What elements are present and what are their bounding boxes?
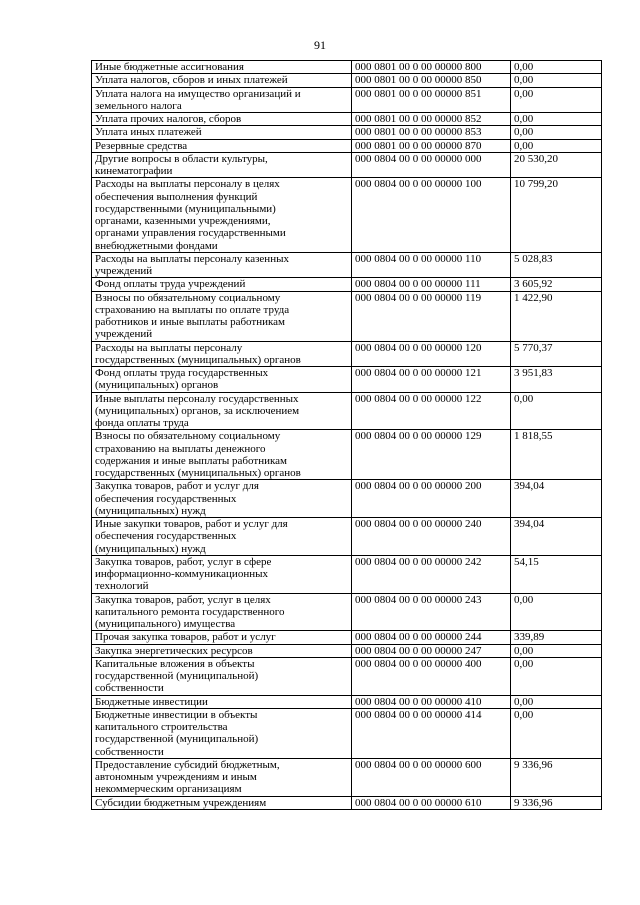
table-row — [92, 695, 602, 708]
budget-code-cell: 000 0804 00 0 00 00000 244 — [352, 631, 511, 644]
table-row — [92, 278, 602, 291]
table-row — [92, 593, 602, 631]
table-row — [92, 252, 602, 278]
table-row — [92, 291, 602, 341]
budget-code-cell: 000 0804 00 0 00 00000 200 — [352, 480, 511, 518]
budget-code-cell: 000 0804 00 0 00 00000 122 — [352, 392, 511, 430]
budget-code-cell: 000 0804 00 0 00 00000 600 — [352, 758, 511, 796]
budget-table — [91, 60, 602, 810]
expense-name-cell: Фонд оплаты труда государственных (муниципальных) органов — [92, 367, 352, 393]
expense-name-cell: Иные закупки товаров, работ и услуг для обеспечения государственных (муниципальных) нужд — [92, 518, 352, 556]
table-row — [92, 758, 602, 796]
expense-name-cell: Резервные средства — [92, 139, 352, 152]
expense-name-cell: Расходы на выплаты персоналу казенных учреждений — [92, 252, 352, 278]
amount-cell: 1 422,90 — [511, 291, 602, 341]
amount-cell: 9 336,96 — [511, 758, 602, 796]
expense-name-cell: Расходы на выплаты персоналу в целях обеспечения выполнения функций государственными (муниципальными) органами, казенными учреждениями, органами управления государственными внебюджетными фондами — [92, 178, 352, 253]
expense-name-cell: Закупка товаров, работ и услуг для обеспечения государственных (муниципальных) нужд — [92, 480, 352, 518]
amount-cell: 0,00 — [511, 593, 602, 631]
expense-name-cell: Иные бюджетные ассигнования — [92, 61, 352, 74]
budget-code-cell: 000 0801 00 0 00 00000 851 — [352, 87, 511, 113]
budget-code-cell: 000 0804 00 0 00 00000 110 — [352, 252, 511, 278]
amount-cell: 1 818,55 — [511, 430, 602, 480]
budget-code-cell: 000 0804 00 0 00 00000 243 — [352, 593, 511, 631]
budget-code-cell: 000 0804 00 0 00 00000 121 — [352, 367, 511, 393]
budget-code-cell: 000 0804 00 0 00 00000 247 — [352, 644, 511, 657]
table-row — [92, 178, 602, 253]
page-number: 91 — [314, 38, 326, 52]
expense-name-cell: Уплата налога на имущество организаций и земельного налога — [92, 87, 352, 113]
expense-name-cell: Расходы на выплаты персоналу государственных (муниципальных) органов — [92, 341, 352, 367]
amount-cell: 0,00 — [511, 708, 602, 758]
budget-code-cell: 000 0804 00 0 00 00000 240 — [352, 518, 511, 556]
budget-code-cell: 000 0801 00 0 00 00000 850 — [352, 74, 511, 87]
table-row — [92, 631, 602, 644]
amount-cell: 5 028,83 — [511, 252, 602, 278]
table-row — [92, 61, 602, 74]
amount-cell: 10 799,20 — [511, 178, 602, 253]
expense-name-cell: Фонд оплаты труда учреждений — [92, 278, 352, 291]
table-row — [92, 113, 602, 126]
expense-name-cell: Закупка товаров, работ, услуг в сфере информационно-коммуникационных технологий — [92, 555, 352, 593]
expense-name-cell: Бюджетные инвестиции в объекты капитального строительства государственной (муниципальной) собственности — [92, 708, 352, 758]
expense-name-cell: Прочая закупка товаров, работ и услуг — [92, 631, 352, 644]
budget-code-cell: 000 0804 00 0 00 00000 242 — [352, 555, 511, 593]
budget-code-cell: 000 0804 00 0 00 00000 120 — [352, 341, 511, 367]
budget-code-cell: 000 0801 00 0 00 00000 870 — [352, 139, 511, 152]
budget-code-cell: 000 0801 00 0 00 00000 852 — [352, 113, 511, 126]
expense-name-cell: Другие вопросы в области культуры, кинематографии — [92, 152, 352, 178]
table-row — [92, 126, 602, 139]
expense-name-cell: Субсидии бюджетным учреждениям — [92, 796, 352, 809]
budget-code-cell: 000 0804 00 0 00 00000 410 — [352, 695, 511, 708]
amount-cell: 0,00 — [511, 74, 602, 87]
amount-cell: 5 770,37 — [511, 341, 602, 367]
amount-cell: 0,00 — [511, 392, 602, 430]
amount-cell: 0,00 — [511, 113, 602, 126]
expense-name-cell: Уплата прочих налогов, сборов — [92, 113, 352, 126]
amount-cell: 0,00 — [511, 61, 602, 74]
amount-cell: 9 336,96 — [511, 796, 602, 809]
expense-name-cell: Взносы по обязательному социальному страхованию на выплаты денежного содержания и иные выплаты работникам государственных (муниципальных) органов — [92, 430, 352, 480]
expense-name-cell: Уплата налогов, сборов и иных платежей — [92, 74, 352, 87]
amount-cell: 3 605,92 — [511, 278, 602, 291]
table-row — [92, 518, 602, 556]
table-row — [92, 152, 602, 178]
table-row — [92, 430, 602, 480]
table-row — [92, 74, 602, 87]
amount-cell: 394,04 — [511, 518, 602, 556]
budget-code-cell: 000 0804 00 0 00 00000 111 — [352, 278, 511, 291]
expense-name-cell: Иные выплаты персоналу государственных (муниципальных) органов, за исключением фонда оплаты труда — [92, 392, 352, 430]
table-row — [92, 367, 602, 393]
amount-cell: 0,00 — [511, 139, 602, 152]
table-row — [92, 796, 602, 809]
expense-name-cell: Взносы по обязательному социальному страхованию на выплаты по оплате труда работников и иные выплаты работникам учреждений — [92, 291, 352, 341]
amount-cell: 0,00 — [511, 657, 602, 695]
amount-cell: 0,00 — [511, 126, 602, 139]
expense-name-cell: Закупка энергетических ресурсов — [92, 644, 352, 657]
budget-code-cell: 000 0804 00 0 00 00000 610 — [352, 796, 511, 809]
budget-code-cell: 000 0804 00 0 00 00000 129 — [352, 430, 511, 480]
amount-cell: 54,15 — [511, 555, 602, 593]
amount-cell: 339,89 — [511, 631, 602, 644]
budget-code-cell: 000 0804 00 0 00 00000 414 — [352, 708, 511, 758]
table-row — [92, 139, 602, 152]
expense-name-cell: Капитальные вложения в объекты государственной (муниципальной) собственности — [92, 657, 352, 695]
table-row — [92, 87, 602, 113]
table-row — [92, 341, 602, 367]
table-row — [92, 392, 602, 430]
budget-table-body — [92, 61, 602, 810]
amount-cell: 0,00 — [511, 644, 602, 657]
table-row — [92, 480, 602, 518]
expense-name-cell: Бюджетные инвестиции — [92, 695, 352, 708]
budget-code-cell: 000 0801 00 0 00 00000 853 — [352, 126, 511, 139]
table-row — [92, 657, 602, 695]
amount-cell: 3 951,83 — [511, 367, 602, 393]
amount-cell: 0,00 — [511, 87, 602, 113]
expense-name-cell: Уплата иных платежей — [92, 126, 352, 139]
amount-cell: 394,04 — [511, 480, 602, 518]
table-row — [92, 644, 602, 657]
budget-code-cell: 000 0804 00 0 00 00000 119 — [352, 291, 511, 341]
table-row — [92, 555, 602, 593]
expense-name-cell: Закупка товаров, работ, услуг в целях капитального ремонта государственного (муниципального) имущества — [92, 593, 352, 631]
budget-code-cell: 000 0801 00 0 00 00000 800 — [352, 61, 511, 74]
amount-cell: 20 530,20 — [511, 152, 602, 178]
budget-code-cell: 000 0804 00 0 00 00000 100 — [352, 178, 511, 253]
expense-name-cell: Предоставление субсидий бюджетным, автономным учреждениям и иным некоммерческим организациям — [92, 758, 352, 796]
table-row — [92, 708, 602, 758]
budget-code-cell: 000 0804 00 0 00 00000 400 — [352, 657, 511, 695]
amount-cell: 0,00 — [511, 695, 602, 708]
budget-code-cell: 000 0804 00 0 00 00000 000 — [352, 152, 511, 178]
